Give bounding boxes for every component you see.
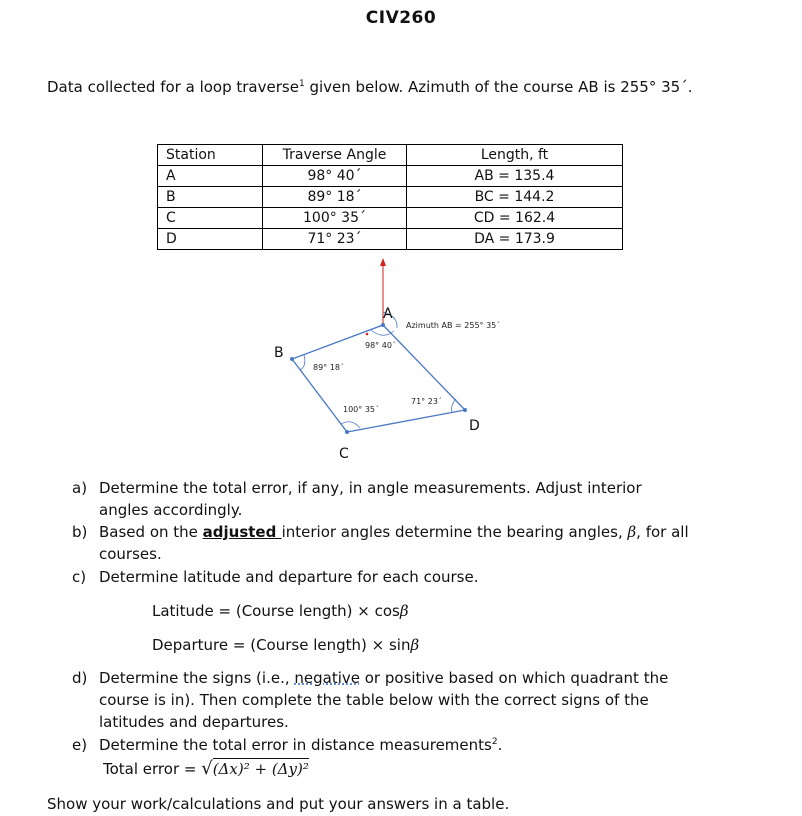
intro-text-a: Data collected for a loop traverse xyxy=(47,78,299,96)
intro-text-b: given below. Azimuth of the course AB is 255° 35´. xyxy=(304,78,693,96)
question-text: latitudes and departures. xyxy=(99,713,289,731)
question-text: course is in). Then complete the table below with the correct signs of the xyxy=(99,691,649,709)
north-arrow-icon xyxy=(380,258,386,266)
question-text: Determine the total error, if any, in angle measurements. Adjust interior xyxy=(99,479,642,497)
beta-symbol: β xyxy=(627,523,637,541)
station-point-c xyxy=(345,430,349,434)
question-marker: c) xyxy=(72,568,87,586)
question-text xyxy=(99,669,668,687)
station-label-c: C xyxy=(339,446,349,462)
question-text-part: Determine the total error in distance measurements xyxy=(99,736,492,754)
total-error-formula xyxy=(103,758,309,779)
sqrt-expression: (Δx)² + (Δy)² xyxy=(212,760,309,778)
formula-text: Total error = xyxy=(103,760,202,778)
question-text: Determine latitude and departure for each course. xyxy=(99,568,479,586)
beta-symbol: β xyxy=(410,636,420,654)
station-label-a: A xyxy=(383,306,393,322)
length-cell: DA = 173.9 xyxy=(407,229,623,250)
station-point-b xyxy=(290,357,294,361)
formula-text: Latitude = (Course length) × cos xyxy=(152,602,400,620)
angle-arc-d xyxy=(452,399,457,412)
question-marker: e) xyxy=(72,736,88,754)
instructions-footer: Show your work/calculations and put your answers in a table. xyxy=(47,795,510,813)
length-cell: CD = 162.4 xyxy=(407,208,623,229)
station-point-a xyxy=(381,323,385,327)
angle-cell: 71° 23´ xyxy=(263,229,407,250)
angle-label-d: 71° 23´ xyxy=(411,397,442,406)
angle-label-c: 100° 35´ xyxy=(343,405,379,414)
page-title: CIV260 xyxy=(365,8,437,28)
question-text-part: . xyxy=(497,736,503,754)
header-length: Length, ft xyxy=(407,145,623,166)
question-text-part: Based on the xyxy=(99,523,203,541)
length-cell: BC = 144.2 xyxy=(407,187,623,208)
angle-label-b: 89° 18´ xyxy=(313,363,344,372)
station-cell: A xyxy=(158,166,263,187)
station-cell: C xyxy=(158,208,263,229)
angle-cell: 89° 18´ xyxy=(263,187,407,208)
station-label-d: D xyxy=(469,418,480,434)
emphasized-word: adjusted xyxy=(202,523,282,541)
header-angle: Traverse Angle xyxy=(263,145,407,166)
question-text-part: interior angles determine the bearing angles, xyxy=(281,523,628,541)
length-cell: AB = 135.4 xyxy=(407,166,623,187)
question-text xyxy=(99,736,502,754)
footnote-marker-1: 1 xyxy=(298,79,305,89)
station-cell: B xyxy=(158,187,263,208)
question-text: angles accordingly. xyxy=(99,501,243,519)
question-marker: a) xyxy=(72,479,88,497)
formula-text: Departure = (Course length) × sin xyxy=(152,636,411,654)
question-text-part: or positive based on which quadrant the xyxy=(359,669,669,687)
angle-label-a: 98° 40´ xyxy=(365,341,396,350)
beta-symbol: β xyxy=(399,602,409,620)
spellcheck-word: negative xyxy=(294,669,360,687)
question-marker: d) xyxy=(72,669,88,687)
question-text xyxy=(99,523,689,541)
angle-cell: 100° 35´ xyxy=(263,208,407,229)
departure-formula xyxy=(152,636,419,654)
angle-arc-b xyxy=(300,355,305,370)
sqrt-icon: √ xyxy=(201,758,213,779)
latitude-formula xyxy=(152,602,409,620)
angle-cell: 98° 40´ xyxy=(263,166,407,187)
question-text-part: Determine the signs (i.e., xyxy=(99,669,295,687)
azimuth-label: Azimuth AB = 255° 35´ xyxy=(406,321,501,330)
station-cell: D xyxy=(158,229,263,250)
azimuth-marker xyxy=(366,333,369,336)
station-label-b: B xyxy=(274,345,284,361)
footnote-marker-2: 2 xyxy=(491,737,498,747)
question-marker: b) xyxy=(72,523,88,541)
header-station: Station xyxy=(158,145,263,166)
question-text-part: , for all xyxy=(636,523,689,541)
station-point-d xyxy=(463,408,467,412)
question-text: courses. xyxy=(99,545,162,563)
